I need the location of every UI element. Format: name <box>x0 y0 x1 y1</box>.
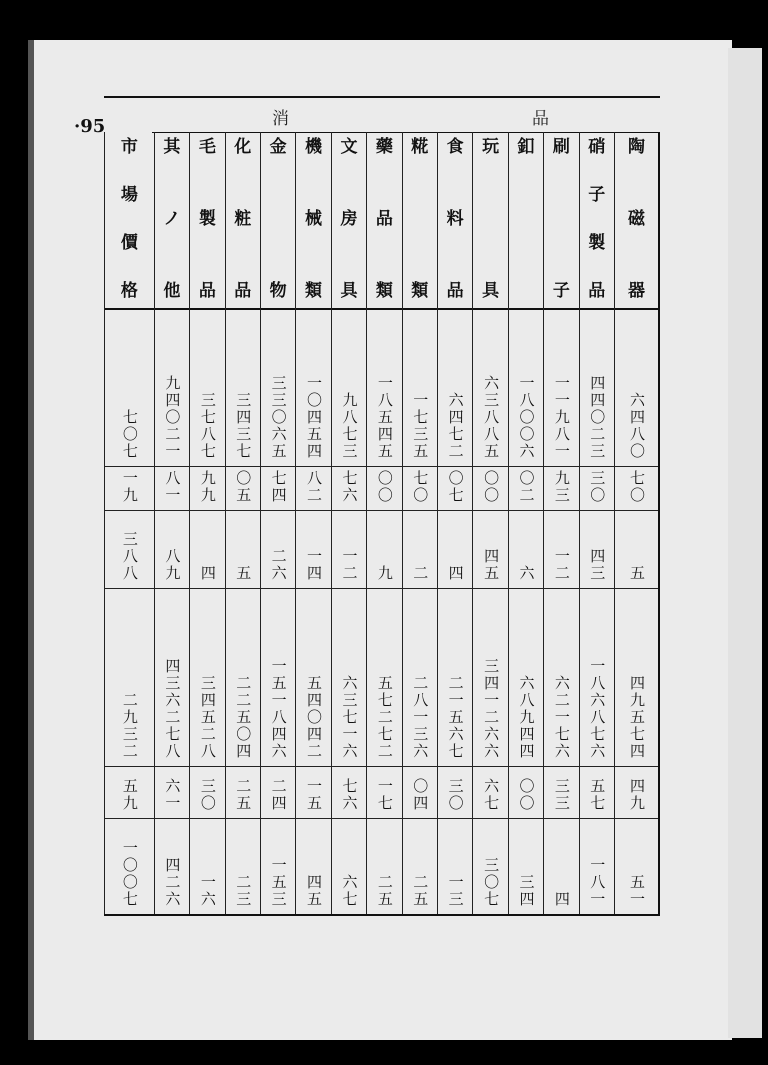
column-header <box>580 132 614 310</box>
cell-value: 四 <box>552 891 571 908</box>
cell-value: 一五三 <box>269 857 288 908</box>
table-column <box>579 132 614 914</box>
table-cell <box>261 310 295 467</box>
table-cell <box>580 589 614 767</box>
cell-value: 二六 <box>269 548 288 582</box>
cell-value: 四九五七四 <box>628 675 646 760</box>
column-header <box>473 132 507 310</box>
table-cell <box>367 511 401 589</box>
column-header-char: 食 <box>446 137 464 157</box>
table-cell <box>473 511 507 589</box>
cell-value: 九四〇二一 <box>163 375 182 460</box>
column-header-char: 具 <box>340 281 358 301</box>
cell-value: 九 <box>375 565 394 582</box>
table-cell <box>509 310 543 467</box>
table-cell <box>367 467 401 511</box>
table-cell <box>438 511 472 589</box>
table-cell <box>403 589 437 767</box>
table-cell <box>473 589 507 767</box>
cell-value: 〇七 <box>446 470 465 504</box>
table-cell <box>105 310 154 467</box>
cell-value: 九九 <box>198 470 217 504</box>
column-header-char: 類 <box>305 281 323 301</box>
column-header-char: 品 <box>198 281 216 301</box>
table-cell <box>296 467 330 511</box>
cell-value: 一六 <box>198 874 217 908</box>
table-cell <box>544 467 578 511</box>
table-cell <box>403 819 437 914</box>
cell-value: 四二六 <box>163 857 182 908</box>
table-cell <box>296 511 330 589</box>
table-cell <box>580 511 614 589</box>
table-cell <box>155 589 189 767</box>
column-header-char: 料 <box>446 209 464 229</box>
column-header <box>296 132 330 310</box>
cell-value: 〇〇 <box>517 778 536 812</box>
table-cell <box>226 511 260 589</box>
cell-value: 九八七三 <box>340 392 359 460</box>
table-cell <box>332 767 366 819</box>
cell-value: 四五 <box>305 874 324 908</box>
cell-value: 四 <box>198 565 217 582</box>
cell-value: 一七三五 <box>411 392 430 460</box>
table-cell <box>296 310 330 467</box>
cell-value: 一九 <box>120 470 139 504</box>
cell-value: 四四〇二三 <box>588 375 607 460</box>
table-cell <box>580 467 614 511</box>
column-header-char: 玩 <box>482 137 500 157</box>
cell-value: 八九 <box>163 548 182 582</box>
table-columns <box>104 132 660 914</box>
table-cell <box>105 767 154 819</box>
table-cell <box>403 467 437 511</box>
table-cell <box>296 767 330 819</box>
table-cell <box>332 310 366 467</box>
table-cell <box>190 819 224 914</box>
column-header-char: 品 <box>234 281 252 301</box>
column-header-char: ノ <box>163 209 181 229</box>
cell-value: 一八五四五 <box>375 375 394 460</box>
column-header-char: 房 <box>340 209 358 229</box>
table-cell <box>580 767 614 819</box>
column-header <box>544 132 578 310</box>
cell-value: 五 <box>628 565 646 582</box>
table-cell <box>509 819 543 914</box>
table-cell <box>438 767 472 819</box>
cell-value: 七〇 <box>628 470 646 504</box>
table-cell <box>261 511 295 589</box>
column-header-char: 刷 <box>552 137 570 157</box>
cell-value: 一〇四五四 <box>305 375 324 460</box>
cell-value: 一八六八七六 <box>588 658 607 760</box>
table-cell <box>509 511 543 589</box>
column-header-char: 製 <box>588 233 606 253</box>
column-header-char: 化 <box>234 137 252 157</box>
column-header <box>438 132 472 310</box>
table-cell <box>155 511 189 589</box>
column-header-char: 粧 <box>234 209 252 229</box>
group-header <box>152 98 660 133</box>
table-column <box>225 132 260 914</box>
cell-value: 六三八八五 <box>482 375 501 460</box>
table-cell <box>190 310 224 467</box>
column-header <box>155 132 189 310</box>
cell-value: 六四八〇 <box>628 392 646 460</box>
table-cell <box>438 467 472 511</box>
table-column <box>614 132 660 914</box>
table-cell <box>544 589 578 767</box>
table-cell <box>509 767 543 819</box>
cell-value: 三〇七 <box>482 857 501 908</box>
table-cell <box>332 819 366 914</box>
cell-value: 〇五 <box>234 470 253 504</box>
column-header-char: 類 <box>375 281 393 301</box>
cell-value: 二八一三六 <box>411 675 430 760</box>
table-cell <box>296 589 330 767</box>
cell-value: 六七 <box>340 874 359 908</box>
group-header-right: 品 <box>532 109 549 129</box>
table-cell <box>580 310 614 467</box>
column-header-char: 格 <box>120 281 138 301</box>
cell-value: 五九 <box>120 778 139 812</box>
cell-value: 三〇 <box>588 470 607 504</box>
table-cell <box>473 467 507 511</box>
column-header <box>190 132 224 310</box>
cell-value: 八一 <box>163 470 182 504</box>
column-header-char: 磁 <box>628 209 645 229</box>
column-header-char: 其 <box>163 137 181 157</box>
cell-value: 三三〇六五 <box>269 375 288 460</box>
cell-value: 四五 <box>482 548 501 582</box>
column-header-char: 類 <box>411 281 429 301</box>
table-column <box>189 132 224 914</box>
table-cell <box>226 589 260 767</box>
column-header <box>367 132 401 310</box>
table-cell <box>261 589 295 767</box>
table-cell <box>367 589 401 767</box>
table-cell <box>615 467 658 511</box>
table-cell <box>544 767 578 819</box>
table-cell <box>105 819 154 914</box>
cell-value: 六一 <box>163 778 182 812</box>
cell-value: 二五 <box>375 874 394 908</box>
cell-value: 四三六二七八 <box>163 658 182 760</box>
table-column <box>402 132 437 914</box>
table-column <box>366 132 401 914</box>
table-column <box>472 132 507 914</box>
cell-value: 四九 <box>628 778 646 812</box>
column-header-char: 場 <box>120 185 138 205</box>
column-header-char: 市 <box>120 137 138 157</box>
cell-value: 一八一 <box>588 857 607 908</box>
table-cell <box>332 589 366 767</box>
cell-value: 一五一八四六 <box>269 658 288 760</box>
column-header-char: 機 <box>305 137 323 157</box>
cell-value: 五七二七二 <box>375 675 394 760</box>
table-cell <box>367 767 401 819</box>
page-edge <box>728 48 762 1038</box>
table-cell <box>190 467 224 511</box>
table-cell <box>226 310 260 467</box>
table-cell <box>403 310 437 467</box>
cell-value: 六 <box>517 565 536 582</box>
column-header-char: 子 <box>588 185 606 205</box>
cell-value: 四 <box>446 565 465 582</box>
column-header-char: 硝 <box>588 137 606 157</box>
table-cell <box>261 767 295 819</box>
table-cell <box>544 310 578 467</box>
cell-value: 一五 <box>305 778 324 812</box>
cell-value: 〇〇 <box>482 470 501 504</box>
table-cell <box>438 819 472 914</box>
table-cell <box>473 819 507 914</box>
table-cell <box>261 467 295 511</box>
page-number: ·95 <box>74 116 106 137</box>
cell-value: 二四 <box>269 778 288 812</box>
table-cell <box>155 767 189 819</box>
column-header <box>226 132 260 310</box>
table-cell <box>367 819 401 914</box>
table-cell <box>615 767 658 819</box>
table-column <box>260 132 295 914</box>
column-header-char: 具 <box>482 281 500 301</box>
table-cell <box>105 467 154 511</box>
table-cell <box>105 511 154 589</box>
table-cell <box>509 467 543 511</box>
column-header-char: 藥 <box>375 137 393 157</box>
column-header-char: 品 <box>588 281 606 301</box>
column-header-char: 價 <box>120 233 138 253</box>
column-header-char: 他 <box>163 281 181 301</box>
cell-value: 七六 <box>340 778 359 812</box>
table-cell <box>438 589 472 767</box>
table-cell <box>615 511 658 589</box>
cell-value: 三四一二六六 <box>482 658 501 760</box>
cell-value: 五一 <box>628 874 646 908</box>
column-header <box>509 132 543 310</box>
table-cell <box>155 310 189 467</box>
column-header <box>105 132 154 310</box>
table-cell <box>509 589 543 767</box>
cell-value: 二 <box>411 565 430 582</box>
cell-value: 三三 <box>552 778 571 812</box>
column-header <box>615 132 658 310</box>
column-header <box>403 132 437 310</box>
table-column <box>508 132 543 914</box>
cell-value: 八二 <box>305 470 324 504</box>
column-header-char: 械 <box>305 209 323 229</box>
cell-value: 二九三二 <box>120 692 139 760</box>
table-column <box>543 132 578 914</box>
table-cell <box>615 589 658 767</box>
cell-value: 一七 <box>375 778 394 812</box>
cell-value: 二二五〇四 <box>234 675 253 760</box>
cell-value: 七〇 <box>411 470 430 504</box>
column-header-char: 金 <box>269 137 287 157</box>
table-cell <box>226 767 260 819</box>
cell-value: 三〇 <box>446 778 465 812</box>
cell-value: 〇四 <box>411 778 430 812</box>
column-header-char: 毛 <box>198 137 216 157</box>
cell-value: 一八〇〇六 <box>517 375 536 460</box>
column-header-char: 子 <box>552 281 570 301</box>
column-header-char: 陶 <box>628 137 645 157</box>
cell-value: 七四 <box>269 470 288 504</box>
table-column <box>437 132 472 914</box>
cell-value: 五七 <box>588 778 607 812</box>
cell-value: 一三 <box>446 874 465 908</box>
table-cell <box>190 767 224 819</box>
table-cell <box>403 511 437 589</box>
column-header <box>332 132 366 310</box>
cell-value: 六八九四四 <box>517 675 536 760</box>
statistics-table <box>104 96 660 916</box>
cell-value: 四三 <box>588 548 607 582</box>
cell-value: 五 <box>234 565 253 582</box>
column-header-char: 糀 <box>411 137 429 157</box>
column-header-char: 釦 <box>517 137 535 157</box>
table-cell <box>332 511 366 589</box>
table-cell <box>190 589 224 767</box>
cell-value: 一〇〇七 <box>120 840 139 908</box>
cell-value: 六三七一六 <box>340 675 359 760</box>
cell-value: 三〇 <box>198 778 217 812</box>
table-cell <box>226 819 260 914</box>
cell-value: 一二 <box>340 548 359 582</box>
cell-value: 二一五六七 <box>446 675 465 760</box>
cell-value: 七〇七 <box>120 409 139 460</box>
table-cell <box>403 767 437 819</box>
table-cell <box>332 467 366 511</box>
table-cell <box>580 819 614 914</box>
table-cell <box>438 310 472 467</box>
table-cell <box>155 819 189 914</box>
table-cell <box>261 819 295 914</box>
table-column <box>295 132 330 914</box>
column-header-char: 文 <box>340 137 358 157</box>
cell-value: 一一九八一 <box>552 375 571 460</box>
column-header-char: 製 <box>198 209 216 229</box>
table-column <box>154 132 189 914</box>
column-header-char: 品 <box>375 209 393 229</box>
cell-value: 三四五二八 <box>198 675 217 760</box>
table-cell <box>473 310 507 467</box>
cell-value: 三七八七 <box>198 392 217 460</box>
cell-value: 六七 <box>482 778 501 812</box>
table-column <box>104 132 154 914</box>
cell-value: 九三 <box>552 470 571 504</box>
table-column <box>331 132 366 914</box>
table-cell <box>367 310 401 467</box>
column-header-char: 物 <box>269 281 287 301</box>
cell-value: 〇二 <box>517 470 536 504</box>
cell-value: 二三 <box>234 874 253 908</box>
table-cell <box>544 511 578 589</box>
table-cell <box>105 589 154 767</box>
cell-value: 二五 <box>234 778 253 812</box>
table-cell <box>190 511 224 589</box>
column-header <box>261 132 295 310</box>
column-header-char: 品 <box>446 281 464 301</box>
cell-value: 五四〇四二 <box>305 675 324 760</box>
group-header-left: 消 <box>272 109 289 129</box>
table-cell <box>615 310 658 467</box>
cell-value: 三四 <box>517 874 536 908</box>
table-cell <box>226 467 260 511</box>
table-cell <box>296 819 330 914</box>
table-cell <box>615 819 658 914</box>
cell-value: 二五 <box>411 874 430 908</box>
table-cell <box>155 467 189 511</box>
cell-value: 六四七二 <box>446 392 465 460</box>
cell-value: 三八八 <box>120 531 139 582</box>
column-header-char: 器 <box>628 281 645 301</box>
cell-value: 一四 <box>305 548 324 582</box>
table-cell <box>544 819 578 914</box>
cell-value: 一二 <box>552 548 571 582</box>
cell-value: 三四三七 <box>234 392 253 460</box>
cell-value: 七六 <box>340 470 359 504</box>
cell-value: 〇〇 <box>375 470 394 504</box>
table-cell <box>473 767 507 819</box>
cell-value: 六二一七六 <box>552 675 571 760</box>
